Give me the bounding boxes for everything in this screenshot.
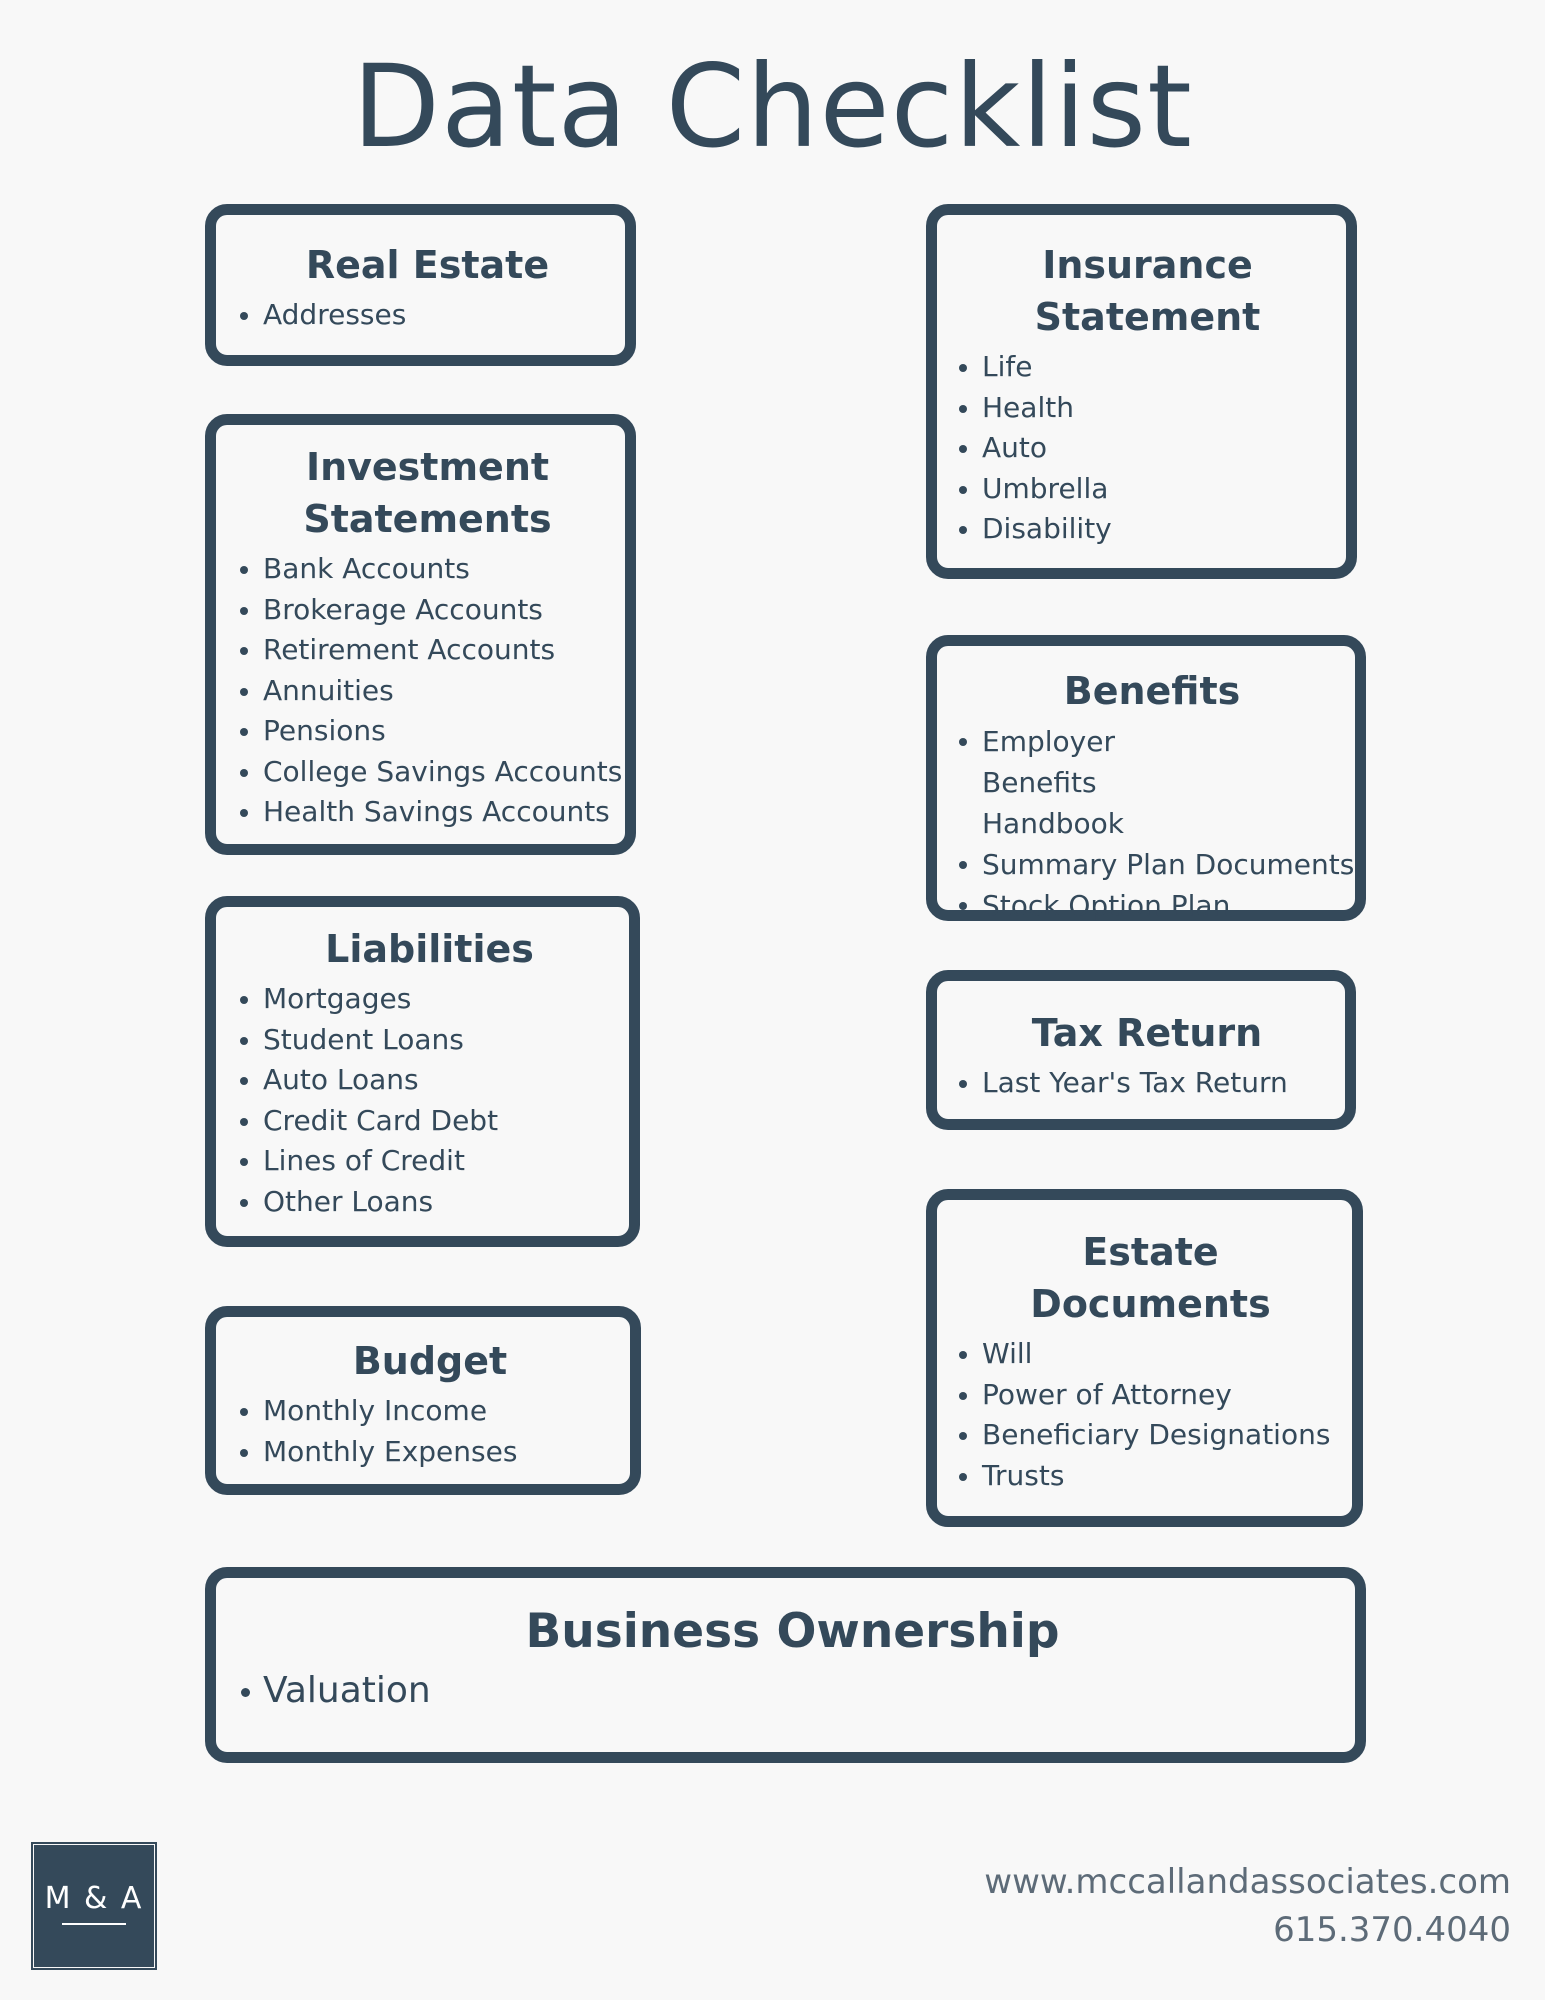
list-item: Valuation bbox=[263, 1666, 1355, 1716]
list-item: Mortgages bbox=[263, 979, 629, 1020]
section-heading: Budget bbox=[352, 1339, 508, 1383]
real-estate-section bbox=[205, 204, 636, 366]
logo-underline bbox=[62, 1923, 126, 1925]
item-list bbox=[949, 721, 1355, 926]
item-list bbox=[949, 1334, 1352, 1496]
page-title: Data Checklist bbox=[352, 40, 1193, 173]
section-heading: Benefits bbox=[1063, 669, 1241, 713]
list-item: Monthly Expenses bbox=[263, 1432, 630, 1473]
list-item: Beneficiary Designations bbox=[982, 1415, 1352, 1456]
list-item: Employer Benefits Handbook bbox=[982, 721, 1355, 844]
contact-footer bbox=[984, 1858, 1511, 1954]
item-list bbox=[230, 1666, 1355, 1716]
list-item: College Savings Accounts bbox=[263, 752, 625, 793]
list-item: Power of Attorney bbox=[982, 1375, 1352, 1416]
investment-statements-section bbox=[205, 414, 636, 855]
list-item: Credit Card Debt bbox=[263, 1101, 629, 1142]
list-item: Trusts bbox=[982, 1456, 1352, 1497]
item-list bbox=[230, 1391, 630, 1472]
item-list bbox=[230, 979, 629, 1222]
section-heading: Insurance Statement bbox=[1034, 243, 1261, 339]
list-item: Umbrella bbox=[982, 469, 1346, 510]
website-link[interactable]: www.mccallandassociates.com bbox=[984, 1862, 1511, 1902]
item-list bbox=[230, 295, 625, 336]
list-item: Monthly Income bbox=[263, 1391, 630, 1432]
list-item: Bank Accounts bbox=[263, 549, 625, 590]
list-item: Life bbox=[982, 347, 1346, 388]
item-list bbox=[949, 347, 1346, 550]
list-item: Health Savings Accounts bbox=[263, 792, 625, 833]
section-heading: Business Ownership bbox=[525, 1604, 1060, 1659]
benefits-section bbox=[926, 635, 1366, 921]
list-item: Will bbox=[982, 1334, 1352, 1375]
list-item: Auto Loans bbox=[263, 1060, 629, 1101]
phone-number: 615.370.4040 bbox=[1273, 1910, 1511, 1950]
list-item: Brokerage Accounts bbox=[263, 590, 625, 631]
section-heading: Investment Statements bbox=[303, 445, 552, 541]
section-heading: Liabilities bbox=[325, 927, 534, 971]
business-ownership-section bbox=[205, 1567, 1366, 1763]
tax-return-section bbox=[926, 970, 1356, 1130]
list-item: Retirement Accounts bbox=[263, 630, 625, 671]
list-item: Last Year's Tax Return bbox=[982, 1063, 1345, 1104]
item-list bbox=[949, 1063, 1345, 1104]
list-item: Other Loans bbox=[263, 1182, 629, 1223]
liabilities-section bbox=[205, 896, 640, 1247]
list-item: Stock Option Plan bbox=[982, 885, 1355, 926]
budget-section bbox=[205, 1306, 641, 1495]
company-logo bbox=[34, 1845, 154, 1967]
estate-documents-section bbox=[926, 1189, 1363, 1527]
list-item: Disability bbox=[982, 509, 1346, 550]
insurance-statement-section bbox=[926, 204, 1357, 579]
list-item: Summary Plan Documents bbox=[982, 844, 1355, 885]
list-item: Lines of Credit bbox=[263, 1141, 629, 1182]
list-item: Health bbox=[982, 388, 1346, 429]
section-heading: Real Estate bbox=[305, 243, 550, 287]
list-item: Annuities bbox=[263, 671, 625, 712]
section-heading: Estate Documents bbox=[1030, 1230, 1271, 1326]
list-item: Student Loans bbox=[263, 1020, 629, 1061]
logo-text: M & A bbox=[44, 1881, 144, 1916]
list-item: Addresses bbox=[263, 295, 625, 336]
list-item: Auto bbox=[982, 428, 1346, 469]
list-item: Pensions bbox=[263, 711, 625, 752]
item-list bbox=[230, 549, 625, 833]
section-heading: Tax Return bbox=[1031, 1011, 1263, 1055]
